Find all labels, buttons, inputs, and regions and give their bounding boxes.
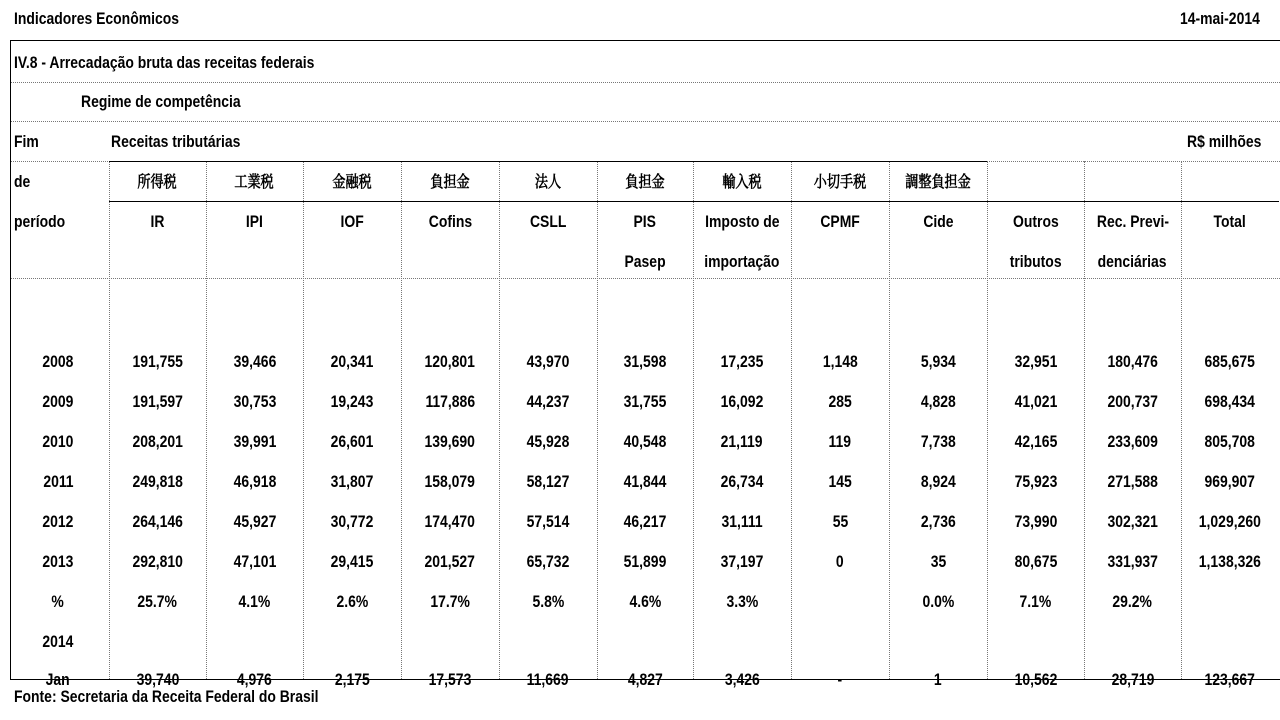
column-header: Cofins	[428, 212, 472, 231]
header-rule	[109, 161, 987, 162]
table-cell: 39,740	[136, 670, 179, 689]
period-header-line1: Fim	[14, 132, 39, 151]
table-cell: 123,667	[1204, 670, 1256, 689]
data-table	[10, 40, 1280, 689]
table-cell: 200,737	[1107, 392, 1158, 411]
header-rule	[109, 201, 1279, 202]
table-cell: 41,021	[1014, 392, 1057, 411]
table-cell: 4.1%	[238, 592, 271, 611]
table-cell: 31,111	[721, 512, 763, 531]
table-cell: 2,175	[334, 670, 370, 689]
table-cell: 26,601	[330, 432, 374, 451]
column-divider	[1181, 161, 1182, 679]
row-divider	[11, 121, 1280, 122]
row-divider	[11, 278, 1280, 279]
table-subtitle: Regime de competência	[81, 92, 241, 111]
table-cell: 271,588	[1107, 472, 1158, 491]
table-cell: 685,675	[1204, 352, 1256, 371]
table-cell: 4,827	[627, 670, 663, 689]
column-header: CSLL	[529, 212, 567, 231]
page-header-title: Indicadores Econômicos	[14, 9, 180, 28]
column-header-line2: denciárias	[1098, 252, 1167, 271]
page-header-date: 14-mai-2014	[1180, 9, 1260, 28]
table-cell: 180,476	[1107, 352, 1158, 371]
table-cell: -	[837, 670, 843, 689]
table-cell: 2,736	[920, 512, 956, 531]
table-cell: 1,148	[822, 352, 858, 371]
table-cell: 145	[828, 472, 852, 491]
column-divider	[791, 161, 792, 679]
table-cell: 45,927	[233, 512, 276, 531]
table-cell: 292,810	[132, 552, 183, 571]
table-cell: 17,573	[428, 670, 472, 689]
table-cell: 1,138,326	[1198, 552, 1262, 571]
table-cell: 174,470	[424, 512, 476, 531]
table-cell: 10,562	[1014, 670, 1057, 689]
table-cell: 201,527	[424, 552, 476, 571]
column-header: IR	[150, 212, 165, 231]
table-cell: 191,755	[132, 352, 183, 371]
table-cell: 249,818	[132, 472, 183, 491]
column-header: Rec. Previ-	[1096, 212, 1169, 231]
table-cell: 4,976	[237, 670, 272, 689]
table-cell: 75,923	[1014, 472, 1057, 491]
table-cell: 28,719	[1111, 670, 1154, 689]
table-cell: 3,426	[724, 670, 760, 689]
table-cell: 233,609	[1107, 432, 1158, 451]
table-cell: 3.3%	[726, 592, 758, 611]
source-note: Fonte: Secretaria da Receita Federal do Brasil	[14, 687, 319, 706]
period-header-line2: de	[14, 172, 31, 191]
column-header-jp: 調整負担金	[905, 172, 971, 191]
table-cell: 698,434	[1204, 392, 1256, 411]
column-header: IOF	[340, 212, 364, 231]
table-cell: 11,669	[527, 670, 569, 689]
table-cell: 41,844	[623, 472, 667, 491]
table-cell: 46,918	[233, 472, 276, 491]
column-header: Outros	[1012, 212, 1059, 231]
table-cell: 47,101	[233, 552, 276, 571]
table-cell: 7.1%	[1019, 592, 1052, 611]
table-cell: 73,990	[1014, 512, 1057, 531]
column-header-jp: 所得税	[137, 172, 178, 191]
table-cell: 80,675	[1014, 552, 1057, 571]
column-header-line2: Pasep	[624, 252, 666, 271]
table-cell: 51,899	[623, 552, 667, 571]
table-cell: 17.7%	[430, 592, 470, 611]
table-cell: 42,165	[1014, 432, 1057, 451]
table-cell: 4.6%	[629, 592, 661, 611]
table-cell: 117,886	[425, 392, 475, 411]
row-label: 2012	[42, 512, 74, 531]
table-cell: 5,934	[920, 352, 956, 371]
table-cell: 8,924	[920, 472, 956, 491]
table-cell: 264,146	[132, 512, 183, 531]
table-cell: 119	[828, 432, 852, 451]
row-label: 2014	[42, 632, 74, 651]
table-cell: 37,197	[720, 552, 764, 571]
column-header-jp: 金融税	[332, 172, 372, 191]
column-header-jp: 負担金	[430, 172, 470, 191]
table-cell: 30,753	[233, 392, 276, 411]
row-divider	[11, 82, 1280, 83]
table-cell: 31,807	[330, 472, 374, 491]
table-cell: 29.2%	[1112, 592, 1153, 611]
table-cell: 331,937	[1107, 552, 1158, 571]
column-header-line2: tributos	[1009, 252, 1062, 271]
table-cell: 55	[832, 512, 848, 531]
group-header: Receitas tributárias	[111, 132, 241, 151]
table-cell: 39,466	[233, 352, 276, 371]
table-cell: 26,734	[720, 472, 764, 491]
table-cell: 2.6%	[336, 592, 368, 611]
table-cell: 35	[930, 552, 946, 571]
table-cell: 32,951	[1014, 352, 1057, 371]
table-cell: 25.7%	[137, 592, 178, 611]
table-cell: 58,127	[526, 472, 570, 491]
table-cell: 16,092	[720, 392, 764, 411]
table-cell: 20,341	[330, 352, 374, 371]
table-cell: 44,237	[526, 392, 570, 411]
table-cell: 208,201	[132, 432, 183, 451]
table-title: IV.8 - Arrecadação bruta das receitas federais	[14, 53, 315, 72]
table-cell: 31,755	[623, 392, 667, 411]
table-cell: 19,243	[330, 392, 374, 411]
column-header-jp: 工業税	[234, 172, 275, 191]
table-cell: 17,235	[720, 352, 764, 371]
unit-label: R$ milhões	[1187, 132, 1262, 151]
column-header-jp: 小切手税	[813, 172, 867, 191]
table-cell: 969,907	[1204, 472, 1256, 491]
column-header-jp: 法人	[534, 172, 562, 191]
table-cell: 57,514	[526, 512, 570, 531]
column-header-jp: 負担金	[625, 172, 665, 191]
table-cell: 191,597	[132, 392, 183, 411]
table-cell: 139,690	[424, 432, 476, 451]
table-cell: 31,598	[623, 352, 667, 371]
table-cell: 158,079	[424, 472, 476, 491]
table-cell: 29,415	[330, 552, 374, 571]
table-cell: 805,708	[1204, 432, 1256, 451]
period-header-line3: período	[14, 212, 66, 231]
row-label: 2013	[42, 552, 74, 571]
column-header-line2: importação	[704, 252, 780, 271]
row-label: 2009	[42, 392, 74, 411]
table-cell: 21,119	[721, 432, 763, 451]
column-header: CPMF	[820, 212, 860, 231]
table-cell: 30,772	[330, 512, 374, 531]
row-label: 2008	[42, 352, 74, 371]
table-cell: 0	[836, 552, 844, 571]
table-cell: 45,928	[526, 432, 570, 451]
column-header: IPI	[245, 212, 264, 231]
column-header-jp: 輸入税	[722, 172, 762, 191]
column-header: Imposto de	[704, 212, 780, 231]
table-cell: 0.0%	[922, 592, 954, 611]
row-label: 2010	[42, 432, 74, 451]
table-cell: 285	[828, 392, 852, 411]
table-cell: 1	[934, 670, 942, 689]
table-cell: 7,738	[920, 432, 956, 451]
table-cell: 65,732	[526, 552, 570, 571]
table-cell: 43,970	[526, 352, 570, 371]
table-cell: 120,801	[424, 352, 476, 371]
table-cell: 4,828	[920, 392, 956, 411]
table-cell: 5.8%	[532, 592, 564, 611]
table-cell: 46,217	[623, 512, 667, 531]
column-header: Total	[1213, 212, 1247, 231]
row-label: 2011	[42, 472, 74, 491]
row-label: Jan	[45, 670, 71, 689]
column-header: PIS	[633, 212, 657, 231]
table-cell: 1,029,260	[1198, 512, 1262, 531]
column-header: Cide	[922, 212, 954, 231]
table-cell: 40,548	[623, 432, 667, 451]
table-cell: 302,321	[1107, 512, 1158, 531]
row-label: %	[51, 592, 65, 611]
table-cell: 39,991	[233, 432, 276, 451]
